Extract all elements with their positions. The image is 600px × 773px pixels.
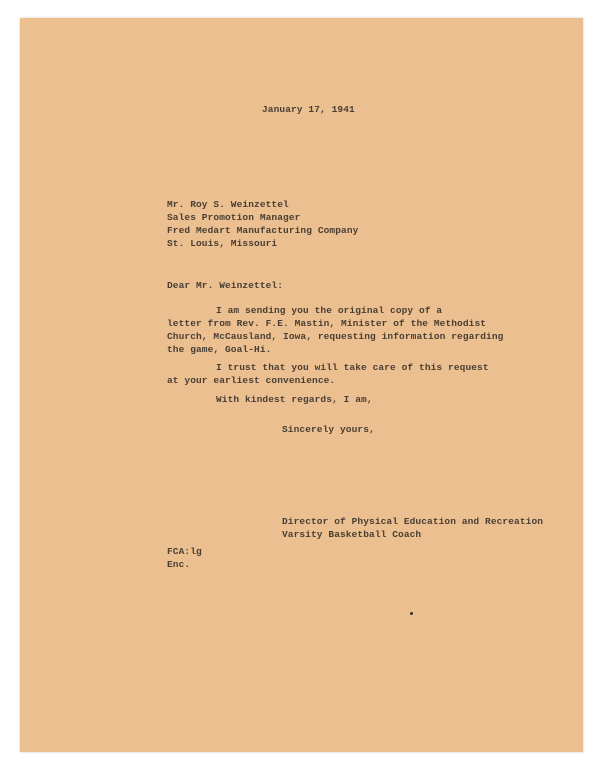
body-paragraph-1-line-4: the game, Goal-Hi. [167,344,272,355]
recipient-city: St. Louis, Missouri [167,238,278,249]
signature-line-1: Director of Physical Education and Recreation [282,516,544,527]
recipient-name: Mr. Roy S. Weinzettel [167,199,289,210]
body-paragraph-2-line-2: at your earliest convenience. [167,375,336,386]
body-paragraph-2-line-1: I trust that you will take care of this request [216,362,489,373]
salutation: Dear Mr. Weinzettel: [167,280,284,291]
body-paragraph-1-line-2: letter from Rev. F.E. Mastin, Minister of the Methodist [167,318,487,329]
body-paragraph-1-line-1: I am sending you the original copy of a [216,305,443,316]
recipient-company: Fred Medart Manufacturing Company [167,225,359,236]
paper-speck [410,612,413,615]
enclosure-note: Enc. [167,559,191,570]
closing: Sincerely yours, [282,424,375,435]
reference-initials: FCA:lg [167,546,202,557]
recipient-title: Sales Promotion Manager [167,212,301,223]
letter-date: January 17, 1941 [262,104,355,115]
letter-page [20,18,583,752]
body-paragraph-3-line-1: With kindest regards, I am, [216,394,373,405]
signature-line-2: Varsity Basketball Coach [282,529,422,540]
body-paragraph-1-line-3: Church, McCausland, Iowa, requesting information regarding [167,331,504,342]
